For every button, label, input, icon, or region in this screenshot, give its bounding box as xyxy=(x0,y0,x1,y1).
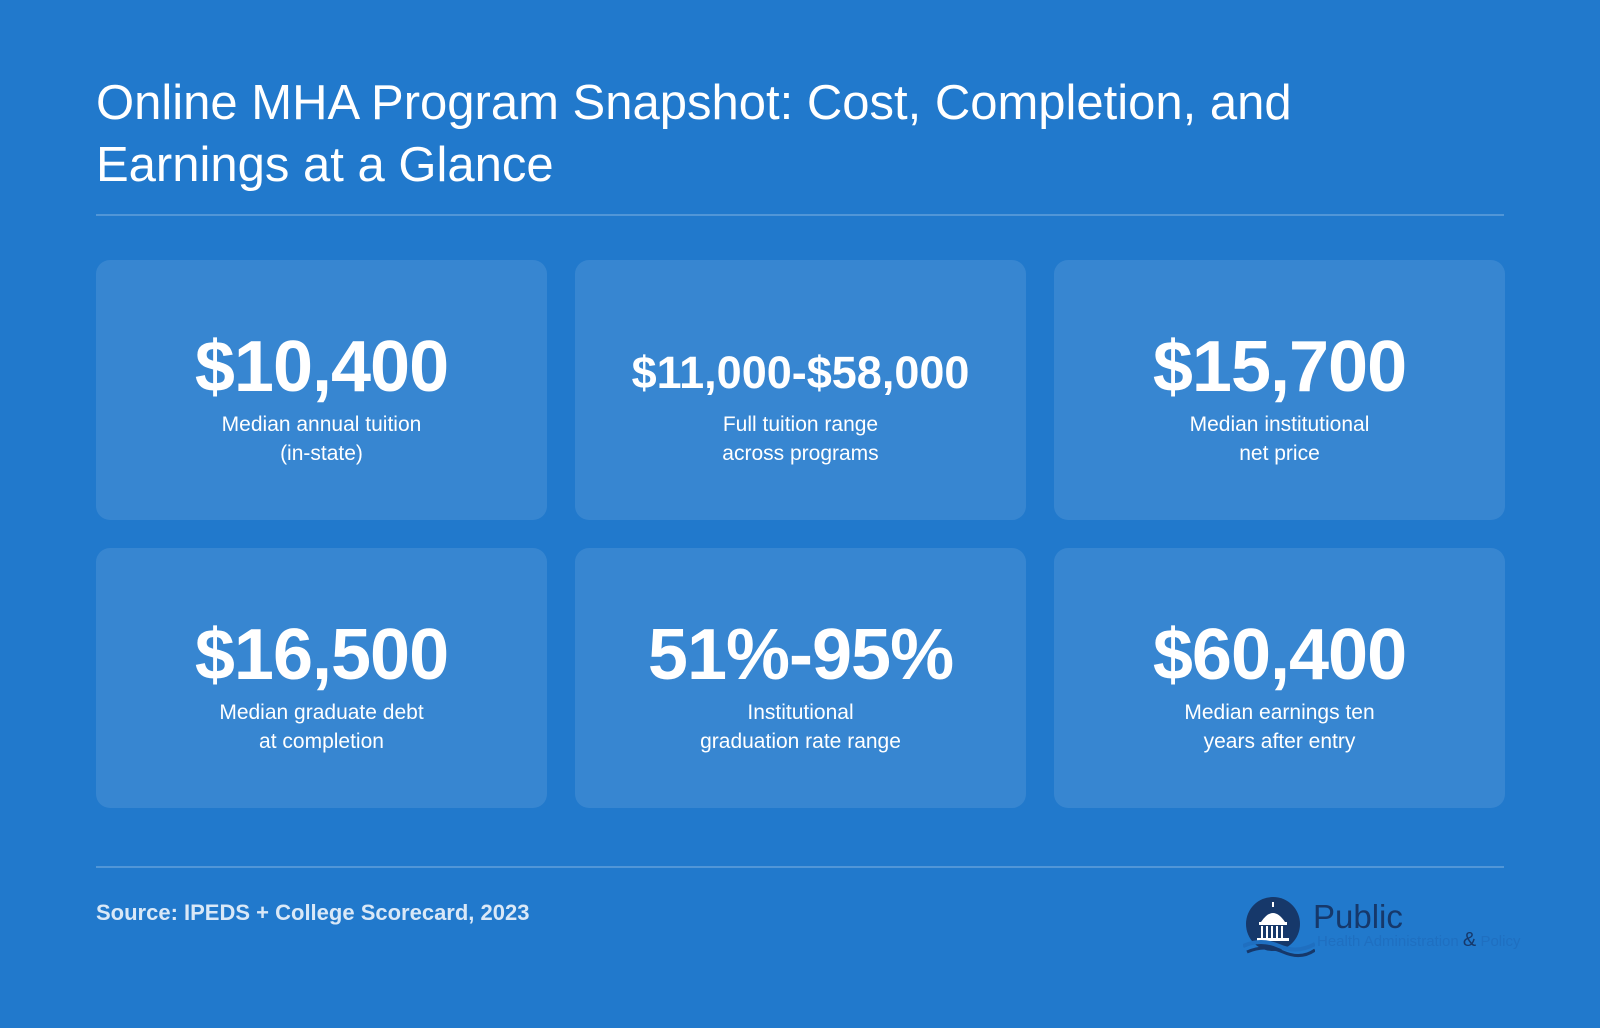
footer-divider xyxy=(96,866,1504,868)
stat-label-line: years after entry xyxy=(1203,730,1356,753)
stat-card-median-tuition xyxy=(96,260,547,520)
logo-subtitle xyxy=(1317,930,1520,952)
stat-label-line: Median institutional xyxy=(1189,413,1370,436)
stat-label-line: Median annual tuition xyxy=(221,413,422,436)
stat-card-median-earnings xyxy=(1054,548,1505,808)
stat-value: $10,400 xyxy=(194,327,449,407)
logo-wordmark: Public xyxy=(1313,898,1403,935)
stat-value: $15,700 xyxy=(1152,327,1407,407)
stat-label-line: Full tuition range xyxy=(722,413,879,436)
stat-value: $60,400 xyxy=(1152,615,1407,695)
stat-value: $16,500 xyxy=(194,615,449,695)
page-title: Online MHA Program Snapshot: Cost, Completion, and Earnings at a Glance xyxy=(96,76,1292,192)
stat-label-line: (in-state) xyxy=(280,442,363,465)
header-divider xyxy=(96,214,1504,216)
logo-ampersand: & xyxy=(1462,929,1477,951)
source-note: Source: IPEDS + College Scorecard, 2023 xyxy=(96,900,530,925)
stat-label-line: net price xyxy=(1239,442,1320,465)
stat-label xyxy=(1074,698,1485,756)
stat-card-graduate-debt xyxy=(96,548,547,808)
stat-label-line: graduation rate range xyxy=(700,730,901,753)
stat-label-line: Median earnings ten xyxy=(1184,701,1375,724)
stat-card-tuition-range xyxy=(575,260,1026,520)
stat-label xyxy=(595,410,1006,468)
logo-subtitle-left: Health Administration xyxy=(1317,933,1459,950)
stat-label xyxy=(595,698,1006,756)
stat-label-line: across programs xyxy=(722,442,879,465)
logo-subtitle-right: Policy xyxy=(1480,933,1521,950)
stat-label xyxy=(116,410,527,468)
stat-value: $11,000-$58,000 xyxy=(631,347,970,398)
brand-logo[interactable] xyxy=(1243,896,1521,958)
capitol-dome-icon xyxy=(1243,896,1315,958)
stat-label xyxy=(1074,410,1485,468)
stat-card-graduation-rate xyxy=(575,548,1026,808)
stat-value: 51%-95% xyxy=(647,615,954,695)
stat-label xyxy=(116,698,527,756)
stat-label-line: Median graduate debt xyxy=(219,701,424,724)
stat-label-line: Institutional xyxy=(747,701,854,724)
stat-card-net-price xyxy=(1054,260,1505,520)
stat-label-line: at completion xyxy=(259,730,384,753)
